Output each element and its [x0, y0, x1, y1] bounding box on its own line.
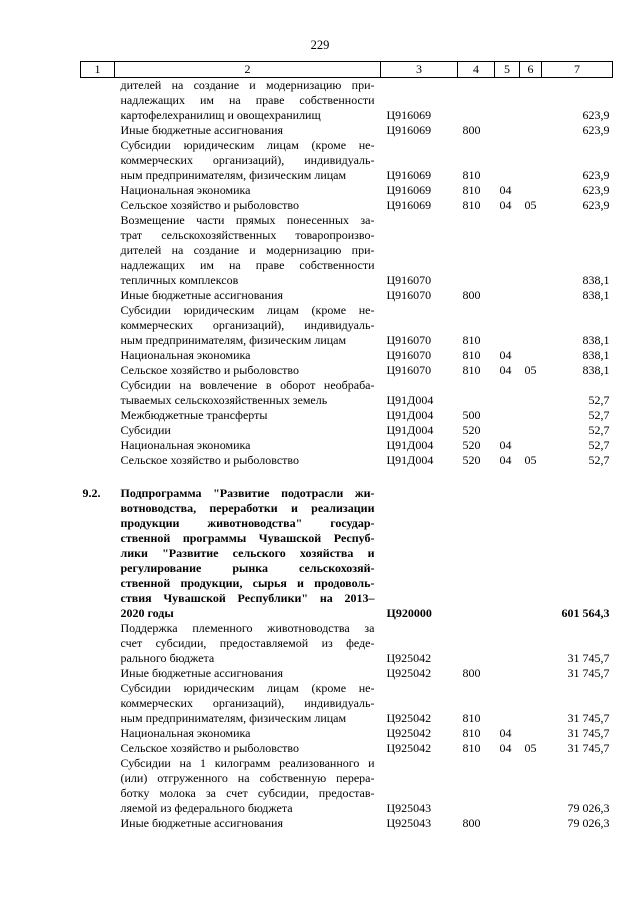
- column-header-5: 5: [495, 62, 520, 78]
- section-code: [495, 288, 520, 303]
- amount: 838,1: [582, 348, 610, 362]
- item-name-line: Субсидии: [120, 423, 171, 437]
- target-code: Ц91Д004: [386, 408, 434, 422]
- amount: 31 745,7: [567, 711, 610, 725]
- expense-type: 810: [462, 168, 481, 182]
- item-name-line: Сельское хозяйство и рыболовство: [120, 198, 300, 212]
- table-row: [81, 213, 613, 288]
- item-name-line: лики "Развитие сельского хозяйства и: [120, 546, 375, 560]
- row-number: 9.2.: [82, 486, 101, 500]
- subsection-code: [520, 213, 542, 288]
- table-row: [81, 438, 613, 453]
- item-name: [115, 486, 381, 621]
- item-name-line: коммерческих организаций), индивидуаль-: [120, 696, 375, 710]
- subsection-code: [520, 183, 542, 198]
- row-number: [81, 303, 115, 348]
- expense-type: 810: [462, 363, 481, 377]
- table-row: [81, 666, 613, 681]
- expense-type: 800: [462, 288, 481, 302]
- item-name: [115, 378, 381, 408]
- budget-table: [80, 61, 613, 831]
- amount: 601 564,3: [561, 606, 610, 620]
- amount: 623,9: [582, 123, 610, 137]
- item-name-line: счет субсидии, предоставляемой из феде-: [120, 636, 375, 650]
- expense-type: 810: [462, 183, 481, 197]
- item-name-line: 2020 годы: [120, 606, 174, 620]
- row-number: [81, 621, 115, 666]
- section-code: [495, 816, 520, 831]
- amount: 31 745,7: [567, 666, 610, 680]
- item-name-line: Субсидии на вовлечение в оборот необраба-: [120, 378, 375, 392]
- row-number: [81, 423, 115, 438]
- subsection-code: [520, 756, 542, 816]
- amount: 52,7: [588, 423, 610, 437]
- section-code: [495, 213, 520, 288]
- section-code: [495, 123, 520, 138]
- row-number: [81, 408, 115, 423]
- column-header-row: [81, 62, 613, 78]
- item-name: [115, 123, 381, 138]
- item-name-line: ным предпринимателям, физическим лицам: [120, 168, 347, 182]
- item-name-line: регулирование рынка сельскохозяй-: [120, 561, 375, 575]
- item-name: [115, 423, 381, 438]
- expense-type: 500: [462, 408, 481, 422]
- item-name-line: ственной программы Чувашской Респуб-: [120, 531, 375, 545]
- item-name-line: Национальная экономика: [120, 438, 251, 452]
- item-name-line: тываемых сельскохозяйственных земель: [120, 393, 328, 407]
- table-row: [81, 363, 613, 378]
- page-number: 229: [310, 38, 330, 52]
- amount: 31 745,7: [567, 651, 610, 665]
- section-code: [495, 303, 520, 348]
- item-name: [115, 348, 381, 363]
- table-row: [81, 78, 613, 124]
- item-name-line: продукции животноводства" государ-: [120, 516, 375, 530]
- row-number: [81, 666, 115, 681]
- item-name-line: надлежащих им на праве собственности: [120, 93, 375, 107]
- row-number: [81, 816, 115, 831]
- table-row: [81, 378, 613, 408]
- expense-type: 520: [462, 438, 481, 452]
- item-name: [115, 453, 381, 468]
- amount: 52,7: [588, 438, 610, 452]
- item-name: [115, 198, 381, 213]
- subsection-code: [520, 303, 542, 348]
- item-name: [115, 363, 381, 378]
- item-name-line: Иные бюджетные ассигнования: [120, 816, 283, 830]
- table-row: [81, 756, 613, 816]
- item-name-line: Иные бюджетные ассигнования: [120, 288, 283, 302]
- item-name-line: картофелехранилищ и овощехранилищ: [120, 108, 321, 122]
- item-name-line: Межбюджетные трансферты: [120, 408, 268, 422]
- amount: 52,7: [588, 393, 610, 407]
- section-code: 04: [499, 438, 512, 452]
- item-name: [115, 78, 381, 124]
- expense-type: 810: [462, 711, 481, 725]
- item-name-line: Субсидии юридическим лицам (кроме не-: [120, 681, 375, 695]
- item-name-line: Возмещение части прямых понесенных за-: [120, 213, 375, 227]
- target-code: Ц91Д004: [386, 438, 434, 452]
- row-number: [81, 123, 115, 138]
- item-name-line: ственной продукции, сырья и продоволь-: [120, 576, 375, 590]
- row-number: [81, 453, 115, 468]
- subsection-code: [520, 726, 542, 741]
- table-row: [81, 303, 613, 348]
- table-row: [81, 486, 613, 621]
- item-name-line: коммерческих организаций), индивидуаль-: [120, 153, 375, 167]
- subsection-code: [520, 423, 542, 438]
- target-code: Ц916069: [386, 198, 432, 212]
- target-code: Ц916070: [386, 348, 432, 362]
- expense-type: [458, 378, 495, 408]
- item-name-line: тепличных комплексов: [120, 273, 239, 287]
- section-code: [495, 138, 520, 183]
- target-code: Ц916069: [386, 183, 432, 197]
- item-name-line: Подпрограмма "Развитие подотрасли жи-: [120, 486, 375, 500]
- item-name-line: ботку молока за счет субсидии, предостав-: [120, 786, 375, 800]
- amount: 623,9: [582, 108, 610, 122]
- amount: 31 745,7: [567, 741, 610, 755]
- amount: 623,9: [582, 183, 610, 197]
- target-code: Ц916070: [386, 288, 432, 302]
- column-header-7: 7: [542, 62, 613, 78]
- expense-type: [458, 78, 495, 124]
- subsection-code: [520, 78, 542, 124]
- section-code: [495, 423, 520, 438]
- subsection-code: [520, 681, 542, 726]
- section-code: [495, 78, 520, 124]
- table-row: [81, 183, 613, 198]
- amount: 79 026,3: [567, 801, 610, 815]
- row-number: [81, 726, 115, 741]
- expense-type: 800: [462, 123, 481, 137]
- target-code: Ц925042: [386, 741, 432, 755]
- item-name-line: Иные бюджетные ассигнования: [120, 666, 283, 680]
- expense-type: [458, 756, 495, 816]
- item-name: [115, 726, 381, 741]
- amount: 52,7: [588, 453, 610, 467]
- item-name-line: Субсидии на 1 килограмм реализованного и: [120, 756, 375, 770]
- column-header-2: 2: [115, 62, 381, 78]
- section-code: [495, 756, 520, 816]
- target-code: Ц916070: [386, 363, 432, 377]
- amount: 79 026,3: [567, 816, 610, 830]
- row-number: [81, 438, 115, 453]
- target-code: Ц91Д004: [386, 393, 434, 407]
- section-code: [495, 486, 520, 621]
- item-name: [115, 303, 381, 348]
- table-row: [81, 348, 613, 363]
- section-code: [495, 666, 520, 681]
- table-row: [81, 726, 613, 741]
- subsection-code: 05: [524, 741, 537, 755]
- item-name-line: Иные бюджетные ассигнования: [120, 123, 283, 137]
- subsection-code: [520, 348, 542, 363]
- item-name-line: Сельское хозяйство и рыболовство: [120, 453, 300, 467]
- expense-type: 810: [462, 333, 481, 347]
- item-name: [115, 621, 381, 666]
- target-code: Ц925042: [386, 666, 432, 680]
- item-name-line: ным предпринимателям, физическим лицам: [120, 333, 347, 347]
- section-code: [495, 681, 520, 726]
- item-name-line: Национальная экономика: [120, 348, 251, 362]
- subsection-code: [520, 438, 542, 453]
- section-code: [495, 621, 520, 666]
- subsection-code: [520, 123, 542, 138]
- item-name: [115, 681, 381, 726]
- item-name-line: ляемой из федерального бюджета: [120, 801, 293, 815]
- target-code: Ц925042: [386, 651, 432, 665]
- item-name-line: Национальная экономика: [120, 183, 251, 197]
- amount: 838,1: [582, 273, 610, 287]
- item-name-line: Сельское хозяйство и рыболовство: [120, 363, 300, 377]
- row-number: [81, 78, 115, 124]
- subsection-code: [520, 666, 542, 681]
- expense-type: 520: [462, 423, 481, 437]
- table-row: [81, 423, 613, 438]
- item-name-line: Субсидии юридическим лицам (кроме не-: [120, 303, 375, 317]
- amount: 31 745,7: [567, 726, 610, 740]
- amount: 838,1: [582, 288, 610, 302]
- expense-type: 800: [462, 666, 481, 680]
- expense-type: 810: [462, 198, 481, 212]
- expense-type: 810: [462, 348, 481, 362]
- target-code: Ц916069: [386, 168, 432, 182]
- table-row: [81, 681, 613, 726]
- table-row: [81, 138, 613, 183]
- item-name-line: вотноводства, переработки и реализации: [120, 501, 375, 515]
- row-number: [81, 378, 115, 408]
- subsection-code: 05: [524, 453, 537, 467]
- item-name-line: рального бюджета: [120, 651, 215, 665]
- item-name: [115, 183, 381, 198]
- amount: 838,1: [582, 333, 610, 347]
- item-name: [115, 438, 381, 453]
- item-name-line: Сельское хозяйство и рыболовство: [120, 741, 300, 755]
- target-code: Ц916069: [386, 108, 432, 122]
- subsection-code: [520, 486, 542, 621]
- target-code: Ц925042: [386, 726, 432, 740]
- subsection-code: 05: [524, 198, 537, 212]
- section-code: 04: [499, 183, 512, 197]
- amount: 623,9: [582, 198, 610, 212]
- row-number: [81, 756, 115, 816]
- subsection-code: [520, 621, 542, 666]
- item-name-line: Национальная экономика: [120, 726, 251, 740]
- section-code: [495, 378, 520, 408]
- expense-type: 520: [462, 453, 481, 467]
- subsection-code: [520, 816, 542, 831]
- subsection-code: [520, 378, 542, 408]
- subsection-code: [520, 408, 542, 423]
- target-code: Ц916070: [386, 333, 432, 347]
- section-code: 04: [499, 726, 512, 740]
- target-code: Ц925042: [386, 711, 432, 725]
- expense-type: 800: [462, 816, 481, 830]
- item-name: [115, 756, 381, 816]
- column-header-4: 4: [458, 62, 495, 78]
- row-number: [81, 741, 115, 756]
- item-name: [115, 816, 381, 831]
- table-row: [81, 741, 613, 756]
- item-name-line: дителей на создание и модернизацию при-: [120, 243, 375, 257]
- expense-type: 810: [462, 741, 481, 755]
- target-code: Ц925043: [386, 816, 432, 830]
- item-name-line: дителей на создание и модернизацию при-: [120, 78, 375, 92]
- amount: 52,7: [588, 408, 610, 422]
- column-header-1: 1: [81, 62, 115, 78]
- expense-type: [458, 621, 495, 666]
- row-number: [81, 138, 115, 183]
- item-name: [115, 741, 381, 756]
- table-row: [81, 816, 613, 831]
- table-spacer-row: [81, 468, 613, 486]
- section-code: 04: [499, 348, 512, 362]
- subsection-code: [520, 288, 542, 303]
- target-code: Ц916069: [386, 123, 432, 137]
- expense-type: [458, 486, 495, 621]
- spacer-cell: [81, 468, 613, 486]
- target-code: Ц91Д004: [386, 423, 434, 437]
- section-code: 04: [499, 741, 512, 755]
- table-row: [81, 288, 613, 303]
- amount: 623,9: [582, 168, 610, 182]
- item-name: [115, 666, 381, 681]
- row-number: [81, 363, 115, 378]
- section-code: 04: [499, 363, 512, 377]
- item-name-line: коммерческих организаций), индивидуаль-: [120, 318, 375, 332]
- item-name-line: Поддержка племенного животноводства за: [120, 621, 375, 635]
- section-code: [495, 408, 520, 423]
- item-name-line: Субсидии юридическим лицам (кроме не-: [120, 138, 375, 152]
- item-name-line: (или) отгруженного на собственную перера-: [120, 771, 375, 785]
- table-row: [81, 198, 613, 213]
- item-name-line: ствия Чувашской Республики" на 2013–: [120, 591, 375, 605]
- row-number: [81, 348, 115, 363]
- table-row: [81, 123, 613, 138]
- item-name-line: трат сельскохозяйственных товаропроизво-: [120, 228, 375, 242]
- target-code: Ц920000: [386, 606, 432, 620]
- item-name: [115, 138, 381, 183]
- section-code: 04: [499, 198, 512, 212]
- target-code: Ц916070: [386, 273, 432, 287]
- row-number: [81, 198, 115, 213]
- section-code: 04: [499, 453, 512, 467]
- row-number: [81, 183, 115, 198]
- column-header-3: 3: [381, 62, 458, 78]
- item-name: [115, 408, 381, 423]
- row-number: [81, 213, 115, 288]
- expense-type: 810: [462, 726, 481, 740]
- table-row: [81, 621, 613, 666]
- item-name: [115, 213, 381, 288]
- table-body: [81, 78, 613, 832]
- target-code: Ц91Д004: [386, 453, 434, 467]
- table-row: [81, 408, 613, 423]
- item-name: [115, 288, 381, 303]
- subsection-code: 05: [524, 363, 537, 377]
- item-name-line: ным предпринимателям, физическим лицам: [120, 711, 347, 725]
- item-name-line: надлежащих им на праве собственности: [120, 258, 375, 272]
- column-header-6: 6: [520, 62, 542, 78]
- row-number: [81, 681, 115, 726]
- table-row: [81, 453, 613, 468]
- target-code: Ц925043: [386, 801, 432, 815]
- subsection-code: [520, 138, 542, 183]
- amount: 838,1: [582, 363, 610, 377]
- row-number: [81, 288, 115, 303]
- expense-type: [458, 213, 495, 288]
